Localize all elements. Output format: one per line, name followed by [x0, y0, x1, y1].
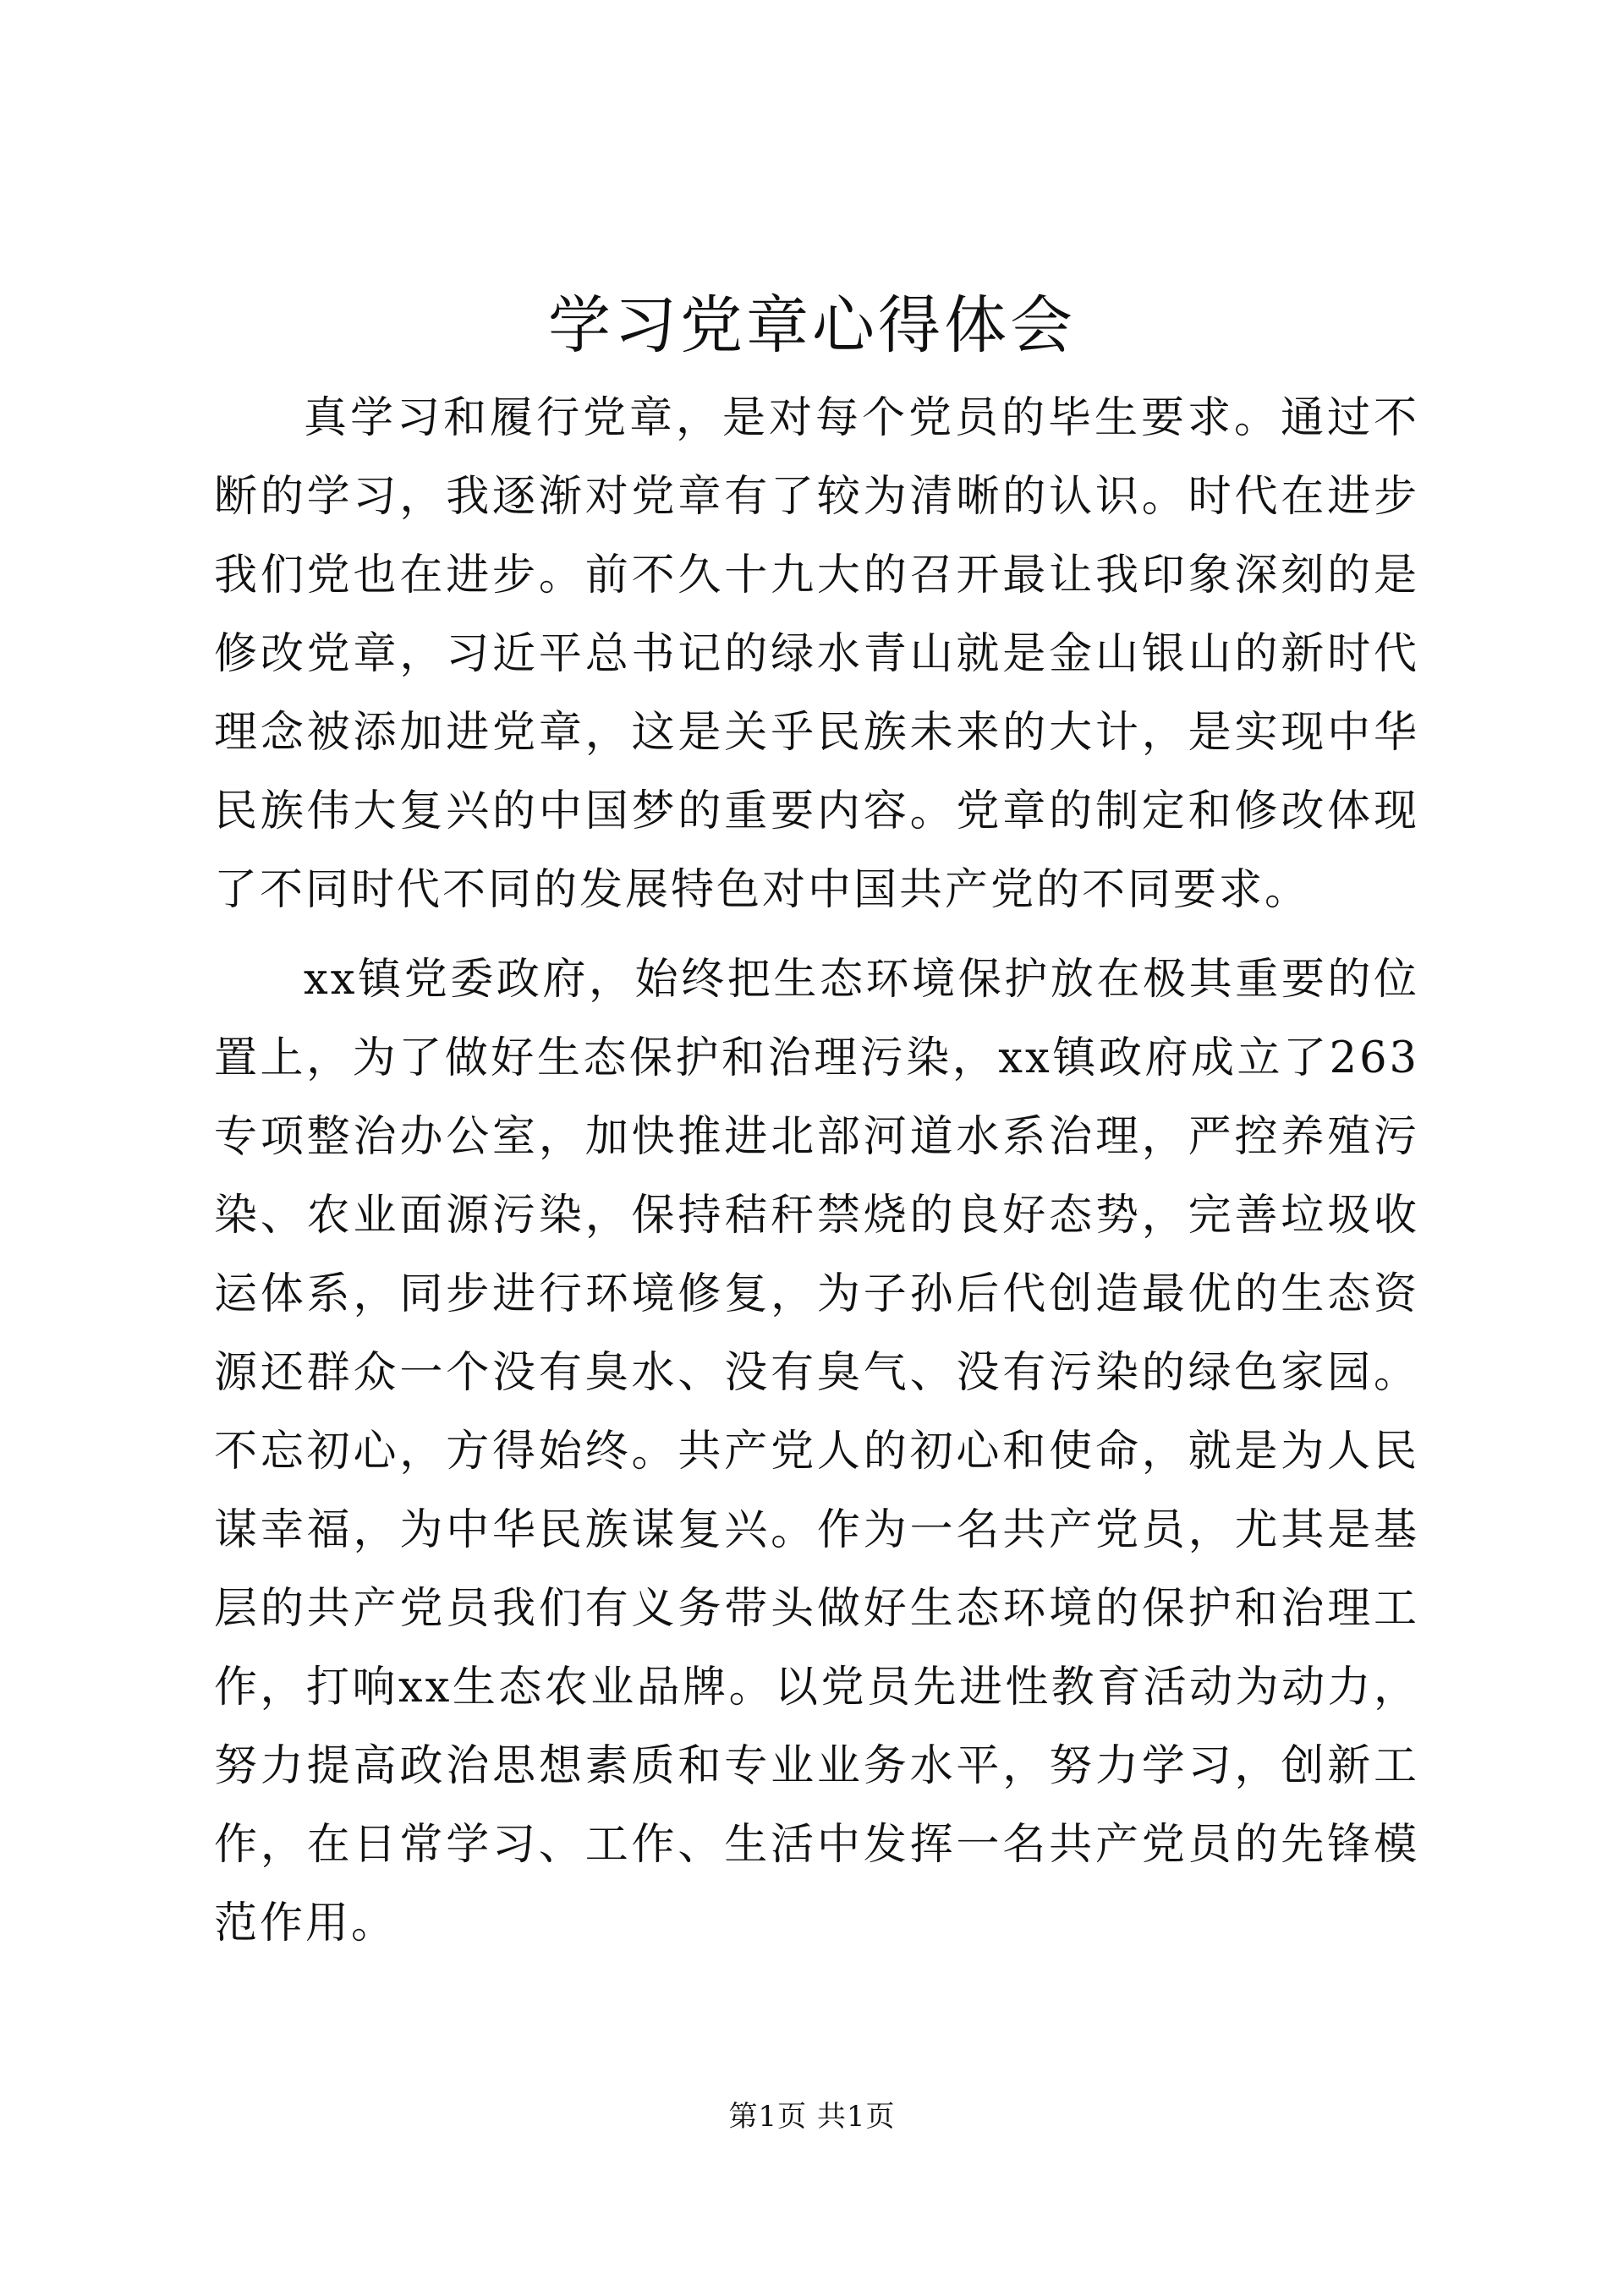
document-title: 学习党章心得体会	[548, 289, 1076, 362]
page-number-footer: 第1页 共1页	[728, 2100, 896, 2134]
paragraph-1: 真学习和履行党章，是对每个党员的毕生要求。通过不断的学习，我逐渐对党章有了较为清晰的认识。时代在进步我们党也在进步。前不久十九大的召开最让我印象深刻的是修改党章，习近平总书记的绿水青山就是金山银山的新时代理念被添加进党章，这是关乎民族未来的大计，是实现中华民族伟大复兴的中国梦的重要内容。党章的制定和修改体现了不同时代不同的发展特色对中国共产党的不同要求。	[214, 393, 1419, 915]
document-body	[214, 379, 1419, 1963]
paragraph-2: xx镇党委政府，始终把生态环境保护放在极其重要的位置上，为了做好生态保护和治理污染，xx镇政府成立了263专项整治办公室，加快推进北部河道水系治理，严控养殖污染、农业面源污染，保持秸秆禁烧的良好态势，完善垃圾收运体系，同步进行环境修复，为子孙后代创造最优的生态资源还群众一个没有臭水、没有臭气、没有污染的绿色家园。不忘初心，方得始终。共产党人的初心和使命，就是为人民谋幸福，为中华民族谋复兴。作为一名共产党员，尤其是基层的共产党员我们有义务带头做好生态环境的保护和治理工作，打响xx生态农业品牌。以党员先进性教育活动为动力，努力提高政治思想素质和专业业务水平，努力学习，创新工作，在日常学习、工作、生活中发挥一名共产党员的先锋模范作用。	[214, 955, 1419, 1948]
